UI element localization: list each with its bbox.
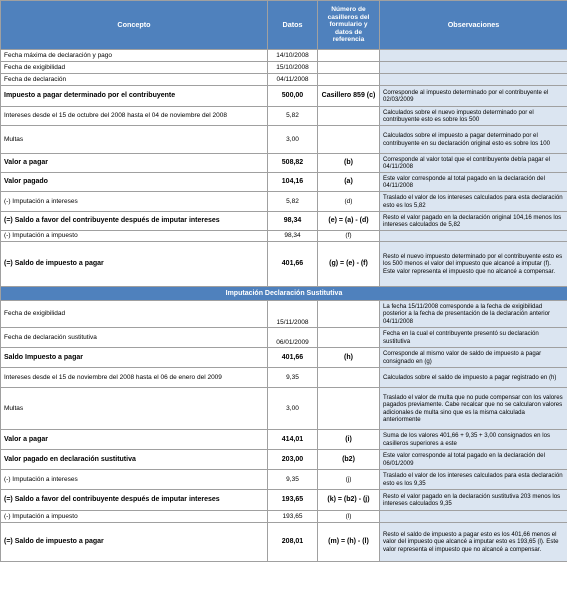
table-row	[1, 388, 567, 430]
observaciones-cell: Resto el valor pagado en la declaración original 104,16 menos los intereses calculados de 5,82	[380, 212, 567, 231]
concepto-cell: Valor pagado	[1, 173, 268, 192]
referencia-cell: (k) = (b2) - (j)	[318, 490, 380, 511]
referencia-cell	[318, 301, 380, 328]
table-row	[1, 430, 567, 450]
observaciones-cell: Fecha en la cual el contribuyente presentó su declaración sustitutiva	[380, 328, 567, 348]
datos-cell: 5,82	[268, 107, 318, 126]
datos-cell: 208,01	[268, 523, 318, 562]
table-row	[1, 242, 567, 287]
table-row	[1, 212, 567, 231]
observaciones-cell: Traslado el valor de multa que no pude compensar con los valores pagados previamente. Cabe recalcar que no se calcularon valores adicionales de multa sino que es la misma calculada anteriormente	[380, 388, 567, 430]
table-row	[1, 348, 567, 368]
header-datos: Datos	[268, 1, 318, 50]
table-row	[1, 231, 567, 242]
table-row	[1, 173, 567, 192]
referencia-cell	[318, 388, 380, 430]
table-row	[1, 368, 567, 388]
observaciones-cell: Suma de los valores 401,66 + 9,35 + 3,00 consignados en los casilleros superiores a este	[380, 430, 567, 450]
referencia-cell: (b2)	[318, 450, 380, 470]
referencia-cell	[318, 107, 380, 126]
concepto-cell: Fecha de declaración sustitutiva	[1, 328, 268, 348]
referencia-cell: (g) = (e) - (f)	[318, 242, 380, 287]
concepto-cell: Valor pagado en declaración sustitutiva	[1, 450, 268, 470]
observaciones-cell: Resto el saldo de impuesto a pagar esto es los 401,66 menos el valor del impuesto que alcancé a imputar esto es 193,65 (l). Este valor representa el impuesto que no alcancé a compensar.	[380, 523, 567, 562]
table-row	[1, 490, 567, 511]
datos-cell: 500,00	[268, 86, 318, 107]
observaciones-cell: La fecha 15/11/2008 corresponde a la fecha de exigibilidad posterior a la fecha de presentación de la declaración anterior 04/11/2008	[380, 301, 567, 328]
observaciones-cell: Corresponde al impuesto determinado por el contribuyente el 02/03/2009	[380, 86, 567, 107]
concepto-cell: Fecha de declaración	[1, 74, 268, 86]
referencia-cell: (j)	[318, 470, 380, 490]
datos-cell: 15/10/2008	[268, 62, 318, 74]
concepto-cell: (-) Imputación a intereses	[1, 470, 268, 490]
datos-cell: 9,35	[268, 470, 318, 490]
referencia-cell: (i)	[318, 430, 380, 450]
referencia-cell: (a)	[318, 173, 380, 192]
referencia-cell: (b)	[318, 154, 380, 173]
concepto-cell: Fecha de exigibilidad	[1, 62, 268, 74]
observaciones-cell: Calculados sobre el impuesto a pagar determinado por el contribuyente en su declaración original esto es sobre los 100	[380, 126, 567, 154]
table-row	[1, 192, 567, 212]
table-row	[1, 74, 567, 86]
concepto-cell: Valor a pagar	[1, 430, 268, 450]
observaciones-cell: Traslado el valor de los intereses calculados para esta declaración esto es los 5,82	[380, 192, 567, 212]
datos-cell: 15/11/2008	[268, 301, 318, 328]
concepto-cell: (=) Saldo a favor del contribuyente después de imputar intereses	[1, 212, 268, 231]
concepto-cell: (-) Imputación a impuesto	[1, 511, 268, 523]
referencia-cell	[318, 126, 380, 154]
referencia-cell: Casillero 859 (c)	[318, 86, 380, 107]
table-row	[1, 301, 567, 328]
datos-cell: 3,00	[268, 388, 318, 430]
datos-cell: 401,66	[268, 348, 318, 368]
concepto-cell: Fecha de exigibilidad	[1, 301, 268, 328]
table-row	[1, 126, 567, 154]
concepto-cell: Multas	[1, 126, 268, 154]
datos-cell: 3,00	[268, 126, 318, 154]
datos-cell: 193,65	[268, 490, 318, 511]
table-row	[1, 523, 567, 562]
observaciones-cell	[380, 62, 567, 74]
table-row	[1, 107, 567, 126]
datos-cell: 98,34	[268, 231, 318, 242]
concepto-cell: (=) Saldo de impuesto a pagar	[1, 523, 268, 562]
table-row	[1, 328, 567, 348]
observaciones-cell: Resto el valor pagado en la declaración sustitutiva 203 menos los intereses calculados 9,35	[380, 490, 567, 511]
table-row	[1, 50, 567, 62]
observaciones-cell: Corresponde al valor total que el contribuyente debía pagar el 04/11/2008	[380, 154, 567, 173]
header-concepto: Concepto	[1, 1, 268, 50]
concepto-cell: (=) Saldo a favor del contribuyente después de imputar intereses	[1, 490, 268, 511]
table-row	[1, 154, 567, 173]
datos-cell: 401,66	[268, 242, 318, 287]
referencia-cell: (d)	[318, 192, 380, 212]
referencia-cell	[318, 368, 380, 388]
datos-cell: 06/01/2009	[268, 328, 318, 348]
referencia-cell: (l)	[318, 511, 380, 523]
referencia-cell: (e) = (a) - (d)	[318, 212, 380, 231]
concepto-cell: (-) Imputación a impuesto	[1, 231, 268, 242]
datos-cell: 9,35	[268, 368, 318, 388]
observaciones-cell	[380, 50, 567, 62]
datos-cell: 04/11/2008	[268, 74, 318, 86]
datos-cell: 104,16	[268, 173, 318, 192]
table-row	[1, 86, 567, 107]
datos-cell: 5,82	[268, 192, 318, 212]
observaciones-cell	[380, 511, 567, 523]
table-row	[1, 450, 567, 470]
observaciones-cell	[380, 74, 567, 86]
observaciones-cell: Resto el nuevo impuesto determinado por el contribuyente esto es los 500 menos el valor del impuesto que alcancé a imputar (f). Este valor representa el impuesto que no alcancé a compensar.	[380, 242, 567, 287]
table-row	[1, 62, 567, 74]
observaciones-cell: Traslado el valor de los intereses calculados para esta declaración esto es los 9,35	[380, 470, 567, 490]
referencia-cell	[318, 62, 380, 74]
observaciones-cell	[380, 231, 567, 242]
datos-cell: 193,65	[268, 511, 318, 523]
section-row	[1, 287, 567, 301]
observaciones-cell: Calculados sobre el nuevo impuesto determinado por el contribuyente esto es sobre los 500	[380, 107, 567, 126]
table-row	[1, 511, 567, 523]
datos-cell: 203,00	[268, 450, 318, 470]
concepto-cell: Multas	[1, 388, 268, 430]
observaciones-cell: Este valor corresponde al total pagado en la declaración del 04/11/2008	[380, 173, 567, 192]
header-row	[1, 1, 567, 50]
referencia-cell	[318, 328, 380, 348]
referencia-cell	[318, 74, 380, 86]
section-title: Imputación Declaración Sustitutiva	[1, 287, 567, 301]
concepto-cell: Impuesto a pagar determinado por el contribuyente	[1, 86, 268, 107]
observaciones-cell: Este valor corresponde al total pagado en la declaración del 06/01/2009	[380, 450, 567, 470]
datos-cell: 414,01	[268, 430, 318, 450]
concepto-cell: (-) Imputación a intereses	[1, 192, 268, 212]
referencia-cell: (f)	[318, 231, 380, 242]
referencia-cell: (h)	[318, 348, 380, 368]
concepto-cell: Valor a pagar	[1, 154, 268, 173]
header-referencia: Número de casilleros del formulario y datos de referencia	[318, 1, 380, 50]
concepto-cell: Intereses desde el 15 de octubre del 2008 hasta el 04 de noviembre del 2008	[1, 107, 268, 126]
concepto-cell: Intereses desde el 15 de noviembre del 2008 hasta el 06 de enero del 2009	[1, 368, 268, 388]
datos-cell: 14/10/2008	[268, 50, 318, 62]
table-body	[1, 1, 567, 562]
header-observaciones: Observaciones	[380, 1, 567, 50]
observaciones-cell: Calculados sobre el saldo de impuesto a pagar registrado en (h)	[380, 368, 567, 388]
referencia-cell: (m) = (h) - (l)	[318, 523, 380, 562]
datos-cell: 98,34	[268, 212, 318, 231]
datos-cell: 508,82	[268, 154, 318, 173]
observaciones-cell: Corresponde al mismo valor de saldo de impuesto a pagar consignado en (g)	[380, 348, 567, 368]
concepto-cell: Fecha máxima de declaración y pago	[1, 50, 268, 62]
concepto-cell: Saldo Impuesto a pagar	[1, 348, 268, 368]
concepto-cell: (=) Saldo de impuesto a pagar	[1, 242, 268, 287]
table-row	[1, 470, 567, 490]
referencia-cell	[318, 50, 380, 62]
